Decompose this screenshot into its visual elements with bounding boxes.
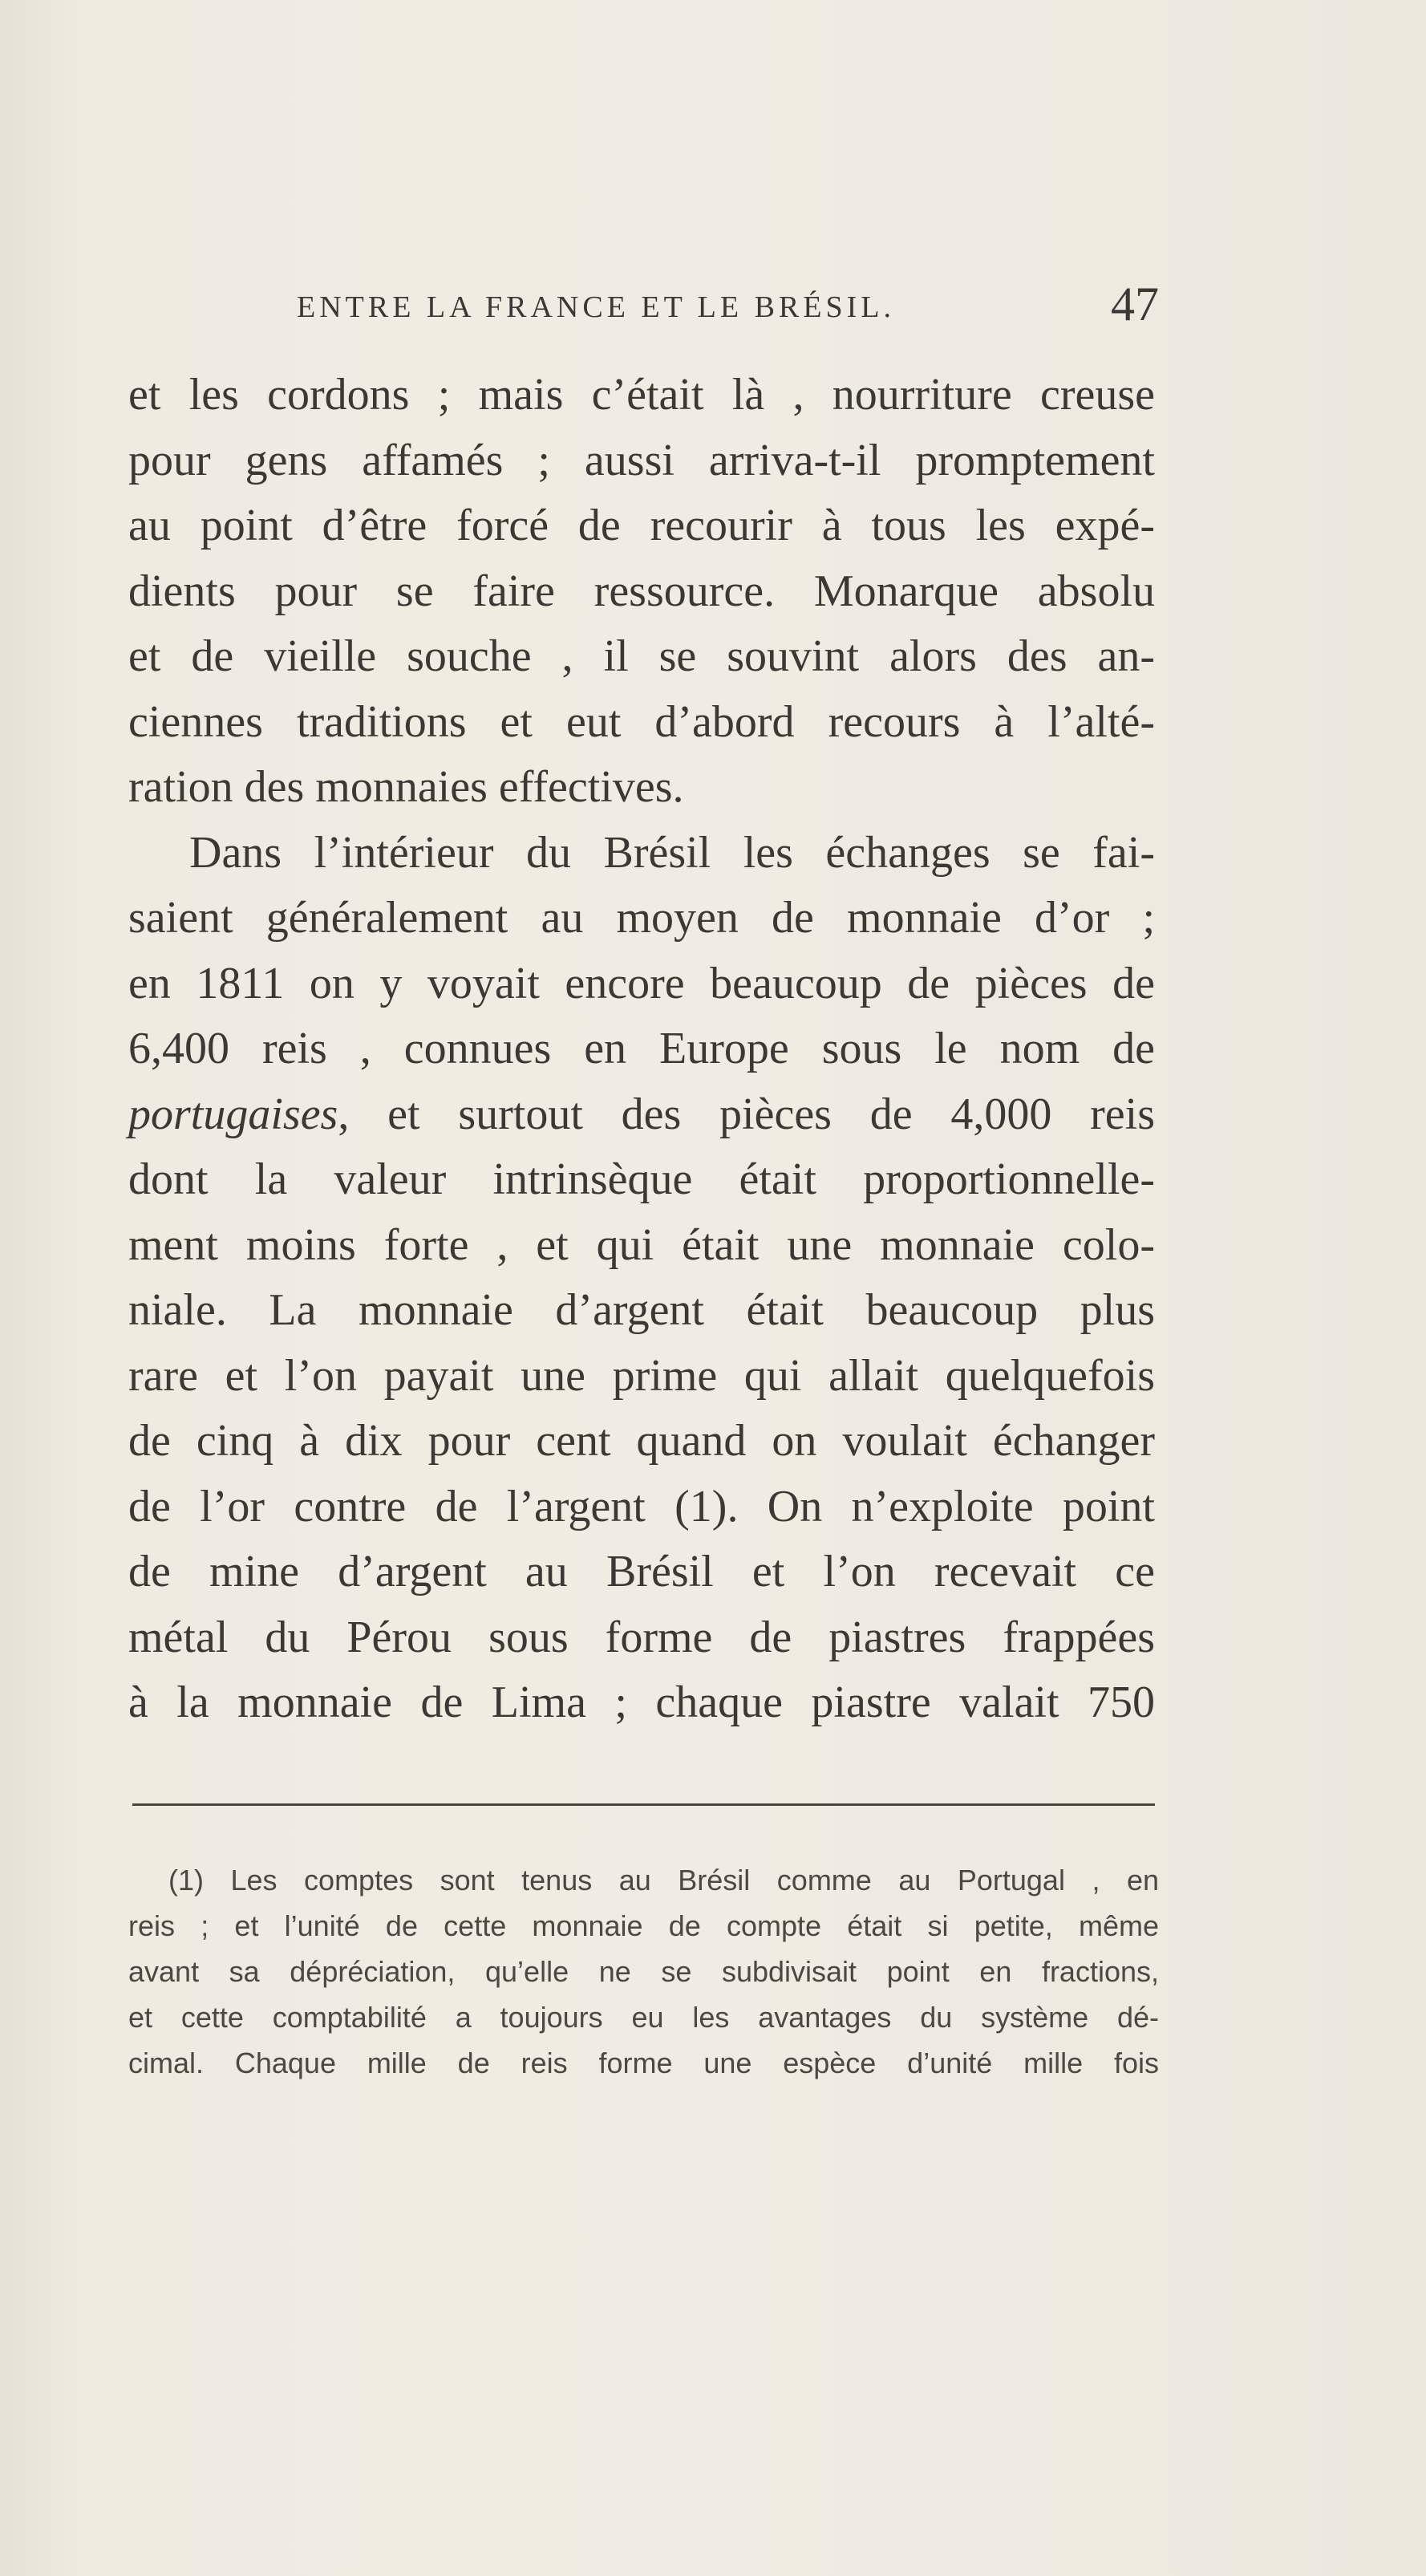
body-text	[128, 363, 1155, 1736]
page-number: 47	[1111, 278, 1159, 331]
text-line-rest: , et surtout des pièces de 4,000 reis	[338, 1089, 1155, 1139]
text-line: à la monnaie de Lima ; chaque piastre valait 750	[128, 1677, 1155, 1727]
text-line: de l’or contre de l’argent (1). On n’exploite point	[128, 1481, 1155, 1531]
text-line: 6,400 reis , connues en Europe sous le nom de	[128, 1024, 1155, 1073]
footnote	[128, 1857, 1159, 2086]
text-line: en 1811 on y voyait encore beaucoup de pièces de	[128, 958, 1155, 1008]
text-line: métal du Pérou sous forme de piastres frappées	[128, 1612, 1155, 1662]
footnote-line: et cette comptabilité a toujours eu les avantages du système dé-	[128, 2001, 1159, 2034]
text-line: et les cordons ; mais c’était là , nourriture creuse	[128, 370, 1155, 420]
footnote-line: (1) Les comptes sont tenus au Brésil comme au Portugal , en	[168, 1864, 1159, 1897]
footnote-rule	[132, 1803, 1155, 1806]
text-line: niale. La monnaie d’argent était beaucoup plus	[128, 1285, 1155, 1335]
text-line: ciennes traditions et eut d’abord recours à l’alté-	[128, 696, 1155, 747]
text-line: saient généralement au moyen de monnaie d’or ;	[128, 893, 1155, 943]
text-line: rare et l’on payait une prime qui allait quelquefois	[128, 1350, 1155, 1401]
text-line: ration des monnaies effectives.	[128, 762, 684, 812]
text-line-italic-start	[128, 1082, 1155, 1148]
italic-word: portugaises	[128, 1089, 338, 1139]
text-line: de cinq à dix pour cent quand on voulait échanger	[128, 1416, 1155, 1466]
page-header	[128, 277, 1159, 341]
text-line: ment moins forte , et qui était une monnaie colo-	[128, 1219, 1155, 1270]
footnote-line: avant sa dépréciation, qu’elle ne se subdivisait point en fractions,	[128, 1955, 1159, 1988]
running-head: ENTRE LA FRANCE ET LE BRÉSIL.	[297, 290, 895, 324]
footnote-line: reis ; et l’unité de cette monnaie de compte était si petite, même	[128, 1909, 1159, 1942]
text-line: au point d’être forcé de recourir à tous les expé-	[128, 501, 1155, 550]
text-line: de mine d’argent au Brésil et l’on recevait ce	[128, 1547, 1155, 1596]
text-line: dont la valeur intrinsèque était proportionnelle-	[128, 1154, 1155, 1204]
text-line: et de vieille souche , il se souvint alors des an-	[128, 631, 1155, 681]
text-line: Dans l’intérieur du Brésil les échanges se fai-	[189, 827, 1155, 878]
text-line: dients pour se faire ressource. Monarque absolu	[128, 566, 1155, 616]
text-line: pour gens affamés ; aussi arriva-t-il promptement	[128, 435, 1155, 485]
footnote-line: cimal. Chaque mille de reis forme une espèce d’unité mille fois	[128, 2047, 1159, 2079]
